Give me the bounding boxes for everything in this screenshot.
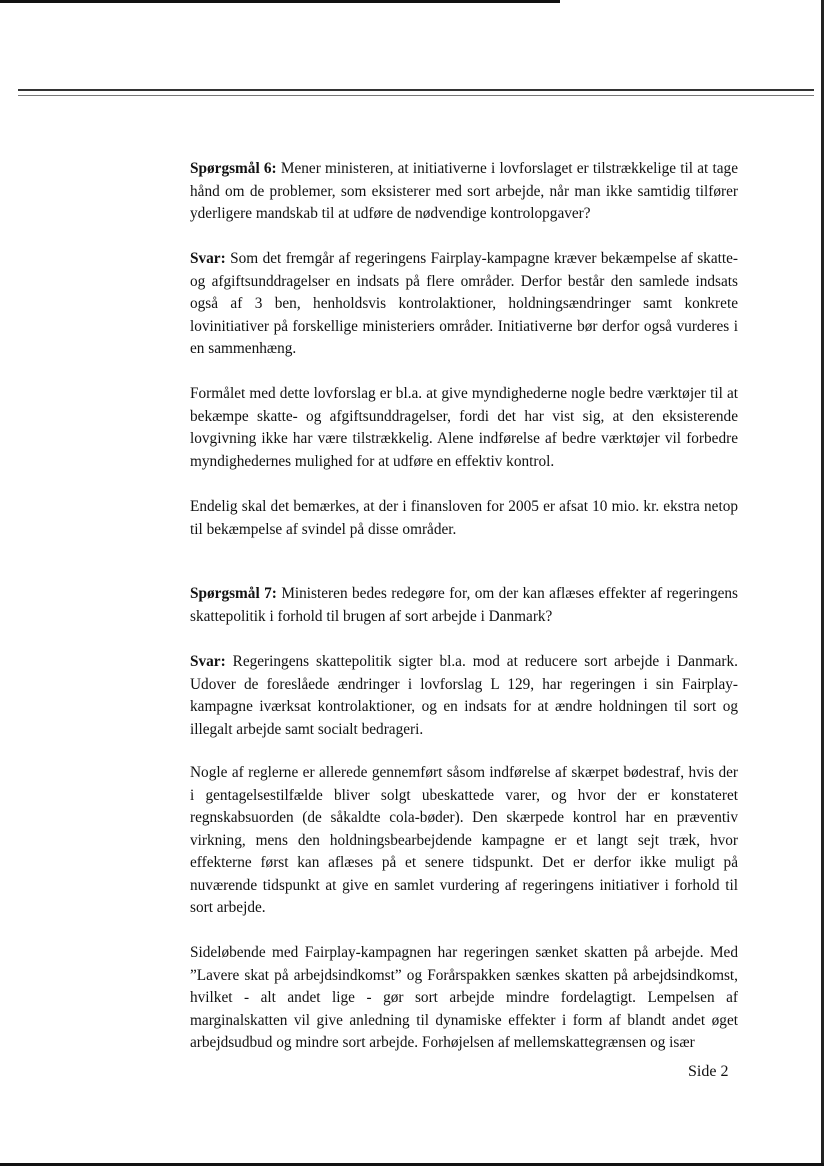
answer-7	[190, 651, 738, 741]
answer-6-label: Svar:	[190, 250, 226, 267]
question-6-label: Spørgsmål 6:	[190, 160, 277, 177]
header-rule-thin	[18, 95, 814, 96]
answer-7-label: Svar:	[190, 653, 226, 670]
question-7-label: Spørgsmål 7:	[190, 585, 277, 602]
answer-7-text: Regeringens skattepolitik sigter bl.a. mod at reducere sort arbejde i Danmark. Udover de foreslåede ændringer i lovforslag L 129, har regeringen i sin Fairplay-kampagne iværksat kontrolaktioner, og en indsats for at ændre holdningen til sort og illegalt arbejde samt socialt bedrageri.	[190, 653, 738, 738]
answer-6-paragraph-2: Formålet med dette lovforslag er bl.a. at give myndighederne nogle bedre værktøjer til at bekæmpe skatte- og afgiftsunddragelser, fordi det har vist sig, at den eksisterende lovgivning ikke har være tilstrækkelig. Alene indførelse af bedre værktøjer vil forbedre myndighedernes mulighed for at udføre en effektiv kontrol.	[190, 385, 738, 470]
answer-7-paragraph-2: Nogle af reglerne er allerede gennemført såsom indførelse af skærpet bødestraf, hvis der i gentagelsestilfælde bliver solgt ubeskattede varer, og hvor der er konstateret regnskabsuorden (de såkaldte cola-bøder). Den skærpede kontrol har en præventiv virkning, mens den holdningsbearbejdende kampagne er et langt sejt træk, hvor effekterne først kan aflæses på et senere tidspunkt. Det er derfor ikke muligt på nuværende tidspunkt at give en samlet vurdering af regeringens initiativer i forhold til sort arbejde.	[190, 764, 738, 916]
answer-7-paragraph-3: Sideløbende med Fairplay-kampagnen har regeringen sænket skatten på arbejde. Med ”Lavere skat på arbejdsindkomst” og Forårspakken sænkes skatten på arbejdsindkomst, hvilket - alt andet lige - gør sort arbejde mindre fordelagtigt. Lempelsen af marginalskatten vil give anledning til dynamiske effekter i form af blandt andet øget arbejdsudbud og mindre sort arbejde. Forhøjelsen af mellemskattegrænsen og især	[190, 944, 738, 1051]
answer-6	[190, 248, 738, 361]
page-number: Side 2	[688, 1063, 729, 1080]
question-6-text: Mener ministeren, at initiativerne i lovforslaget er tilstrækkelige til at tage hånd om de problemer, som eksisterer med sort arbejde, når man ikke samtidig tilfører yderligere mandskab til at udføre de nødvendige kontrolopgaver?	[190, 160, 739, 222]
scan-top-edge	[0, 0, 560, 3]
question-7-text: Ministeren bedes redegøre for, om der kan aflæses effekter af regeringens skattepolitik i forhold til brugen af sort arbejde i Danmark?	[190, 585, 738, 625]
header-rule	[18, 89, 814, 91]
question-7	[190, 583, 738, 628]
answer-6-text: Som det fremgår af regeringens Fairplay-kampagne kræver bekæmpelse af skatte- og afgiftsunddragelser en indsats på flere områder. Derfor består den samlede indsats også af 3 ben, henholdsvis kontrolaktioner, holdningsændringer samt konkrete lovinitiativer på forskellige ministeriers områder. Initiativerne bør derfor også vurderes i en sammenhæng.	[190, 250, 738, 357]
question-6	[190, 158, 738, 226]
answer-6-paragraph-3: Endelig skal det bemærkes, at der i finansloven for 2005 er afsat 10 mio. kr. ekstra netop til bekæmpelse af svindel på disse områder.	[190, 498, 738, 538]
